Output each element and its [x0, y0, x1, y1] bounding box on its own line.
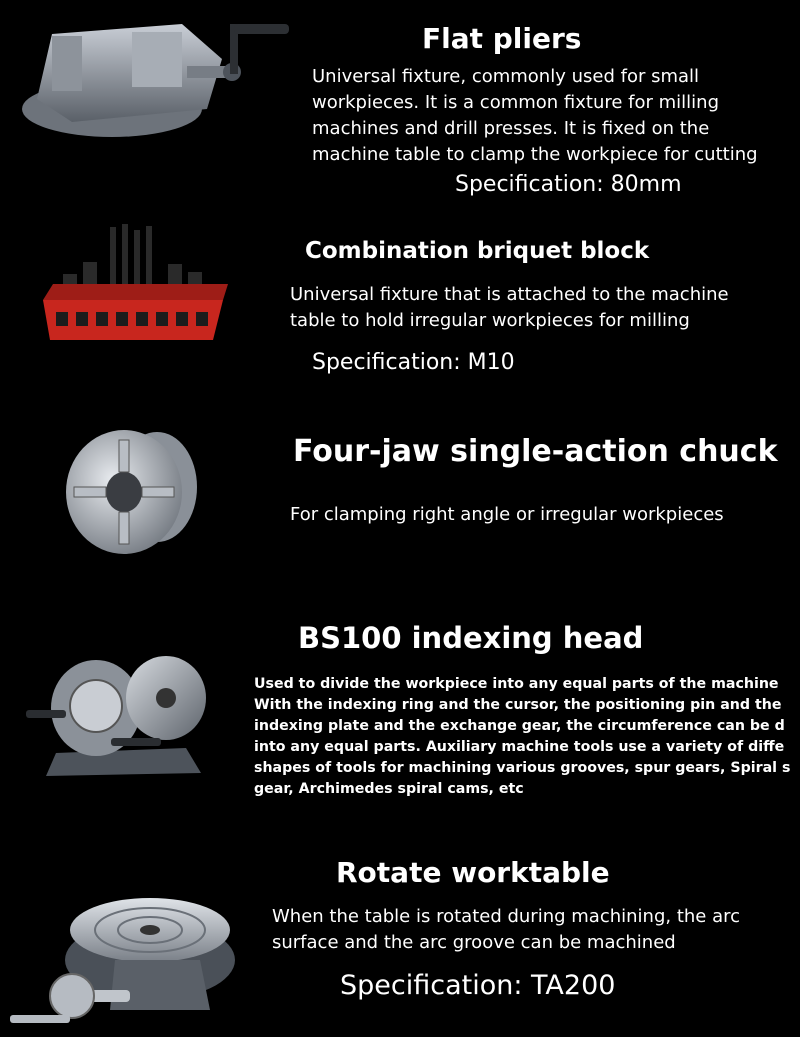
description-line: indexing plate and the exchange gear, the circumference can be d: [254, 718, 785, 734]
description-line: machines and drill presses. It is fixed on the: [312, 118, 710, 139]
item-specification: Specification: 80mm: [455, 172, 682, 197]
indexing-head-icon: [26, 648, 216, 778]
description-line: into any equal parts. Auxiliary machine tools use a variety of diffe: [254, 739, 785, 755]
item-title: Flat pliers: [422, 22, 582, 55]
item-description: [312, 64, 758, 168]
rotary-table-icon: [10, 880, 245, 1032]
four-jaw-chuck-icon: [62, 422, 202, 562]
item-title: Rotate worktable: [336, 856, 610, 889]
item-title: BS100 indexing head: [298, 621, 644, 655]
item-specification: Specification: M10: [312, 350, 515, 375]
description-line: Universal fixture that is attached to the machine: [290, 284, 729, 305]
description-line: machine table to clamp the workpiece for cutting: [312, 144, 758, 165]
description-line: Universal fixture, commonly used for small: [312, 66, 700, 87]
product-image-flat-pliers: [12, 4, 297, 144]
item-specification: Specification: TA200: [340, 970, 616, 1001]
clamping-kit-icon: [38, 222, 238, 347]
product-image-combination-briquet-block: [38, 222, 238, 347]
description-line: For clamping right angle or irregular workpieces: [290, 504, 724, 525]
product-image-indexing-head: [26, 648, 216, 778]
description-line: Used to divide the workpiece into any equal parts of the machine: [254, 676, 779, 692]
machine-vise-icon: [12, 4, 297, 144]
description-line: When the table is rotated during machining, the arc: [272, 906, 741, 927]
item-description: [272, 904, 740, 956]
description-line: shapes of tools for machining various grooves, spur gears, Spiral s: [254, 760, 791, 776]
description-line: surface and the arc groove can be machined: [272, 932, 676, 953]
item-title: Combination briquet block: [305, 238, 650, 264]
item-description: [254, 674, 800, 800]
item-description: [290, 502, 724, 528]
description-line: table to hold irregular workpieces for milling: [290, 310, 690, 331]
product-image-rotary-table: [10, 880, 245, 1032]
description-line: workpieces. It is a common fixture for milling: [312, 92, 720, 113]
item-description: [290, 282, 729, 334]
description-line: gear, Archimedes spiral cams, etc: [254, 781, 524, 797]
product-image-four-jaw-chuck: [62, 422, 202, 562]
description-line: With the indexing ring and the cursor, the positioning pin and the: [254, 697, 782, 713]
item-title: Four-jaw single-action chuck: [293, 434, 778, 469]
